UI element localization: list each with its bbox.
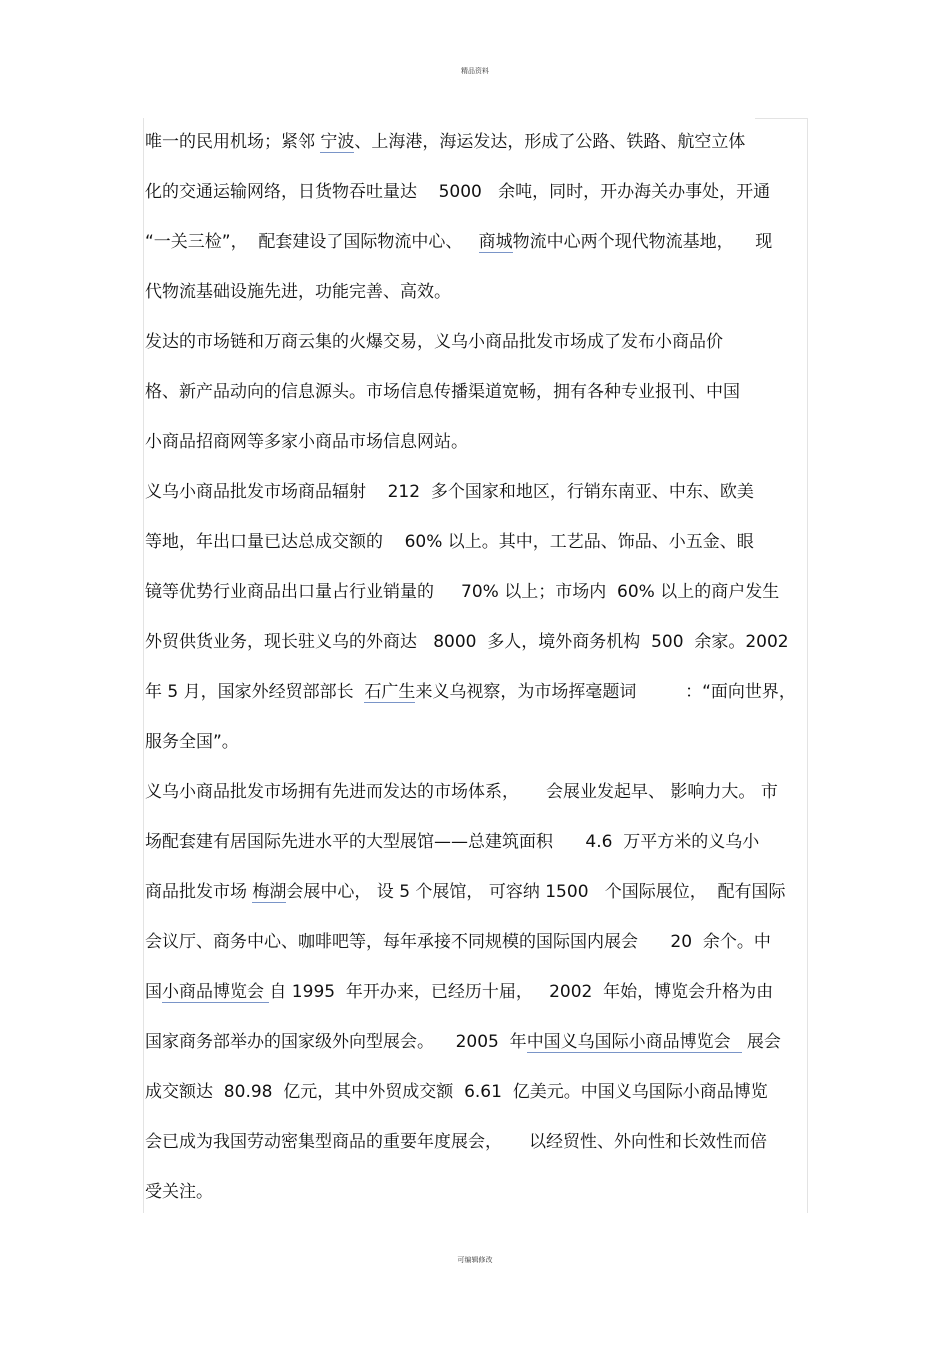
text-line-6: 格、新产品动向的信息源头。市场信息传播渠道宽畅，拥有各种专业报刊、中国 [145,382,740,402]
text-line-22: 受关注。 [145,1182,213,1202]
text-segment: 商品批发市场 [145,882,253,902]
page-header: 精品资料 [461,67,489,75]
text-line-18 [145,974,845,1024]
text-segment: 国家商务部举办的国家级外向型展会。 2005 年 [145,1032,527,1052]
text-line-7: 小商品招商网等多家小商品市场信息网站。 [145,432,468,452]
text-line-1 [145,124,845,174]
frame-top-border [755,118,807,119]
text-segment: 展会 [741,1032,781,1052]
text-segment: 年 5 月，国家外经贸部部长 [145,682,365,702]
link-shangcheng[interactable]: 商城 [478,232,513,252]
text-line-5: 发达的市场链和万商云集的火爆交易，义乌小商品批发市场成了发布小商品价 [145,332,723,352]
text-segment: 来义乌视察，为市场挥毫题词 ：“面向世界， [415,682,796,702]
text-segment: 、上海港，海运发达，形成了公路、铁路、航空立体 [354,132,746,152]
text-line-17: 会议厅、商务中心、咖啡吧等，每年承接不同规模的国际国内展会 20 余个。中 [145,932,771,952]
text-line-10: 镜等优势行业商品出口量占行业销量的 70% 以上；市场内 60% 以上的商户发生 [145,582,780,602]
text-line-8: 义乌小商品批发市场商品辐射 212 多个国家和地区，行销东南亚、中东、欧美 [145,482,754,502]
text-line-9: 等地，年出口量已达总成交额的 60% 以上。其中，工艺品、饰品、小五金、眼 [145,532,754,552]
document-body [145,124,845,1224]
text-line-15: 场配套建有居国际先进水平的大型展馆——总建筑面积 4.6 万平方米的义乌小 [145,832,760,852]
text-segment: “一关三检”， 配套建设了国际物流中心、 [145,232,479,252]
text-line-21: 会已成为我国劳动密集型商品的重要年度展会， 以经贸性、外向性和长效性而倍 [145,1132,768,1152]
text-line-16 [145,874,845,924]
link-shi-guangsheng[interactable]: 石广生 [364,682,416,702]
text-line-20: 成交额达 80.98 亿元，其中外贸成交额 6.61 亿美元。中国义乌国际小商品博览 [145,1082,768,1102]
link-meihu[interactable]: 梅湖 [252,882,287,902]
page-footer: 可编辑修改 [457,1256,493,1264]
text-segment: 自 1995 年开办来，已经历十届， 2002 年始，博览会升格为由 [269,982,774,1002]
text-line-19 [145,1024,845,1074]
text-line-13: 服务全国”。 [145,732,239,752]
text-segment: 物流中心两个现代物流基地， 现 [512,232,773,252]
frame-left-border [143,118,144,1213]
text-line-2: 化的交通运输网络，日货物吞吐量达 5000 余吨，同时，开办海关办事处，开通 [145,182,771,202]
text-line-12 [145,674,845,724]
text-line-4: 代物流基础设施先进，功能完善、高效。 [145,282,451,302]
link-ningbo[interactable]: 宁波 [320,132,355,152]
link-yiwu-expo[interactable]: 中国义乌国际小商品博览会 [526,1032,742,1052]
text-segment: 国 [145,982,162,1002]
link-expo[interactable]: 小商品博览会 [162,982,270,1002]
text-segment: 唯一的民用机场；紧邻 [145,132,321,152]
text-segment: 会展中心， 设 5 个展馆， 可容纳 1500 个国际展位， 配有国际 [286,882,786,902]
text-line-14: 义乌小商品批发市场拥有先进而发达的市场体系， 会展业发起早、 影响力大。 市 [145,782,778,802]
text-line-11: 外贸供货业务，现长驻义乌的外商达 8000 多人，境外商务机构 500 余家。2002 [145,632,789,652]
text-line-3 [145,224,845,274]
